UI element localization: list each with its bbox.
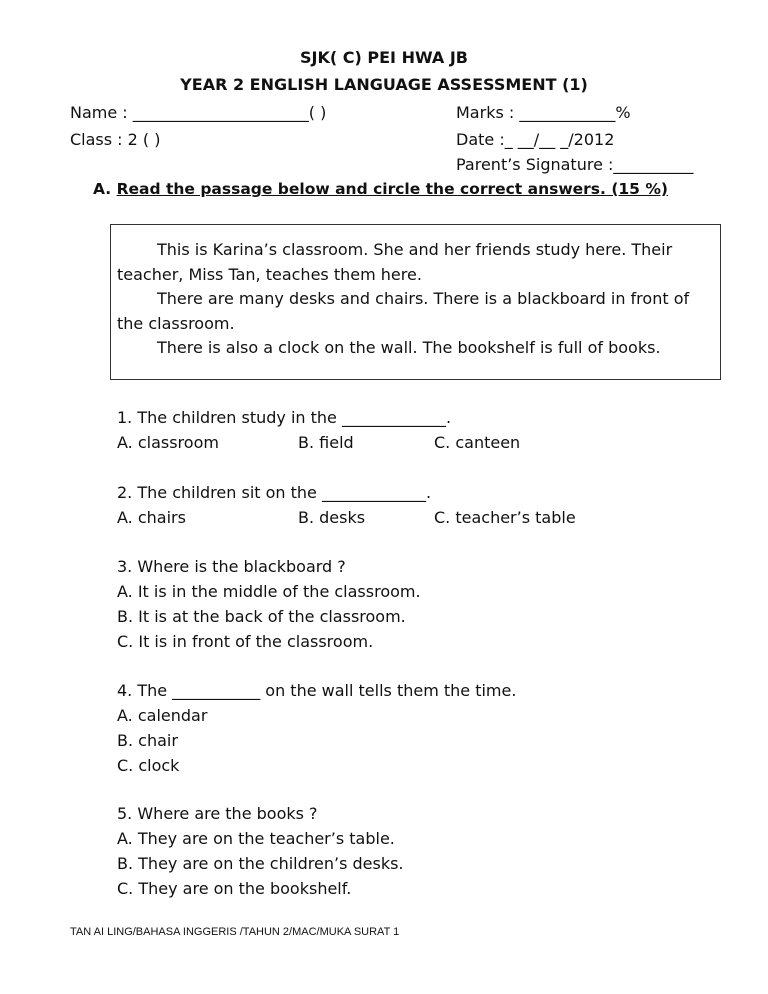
q4-option-b[interactable]: B. chair	[117, 731, 178, 750]
q3-option-c[interactable]: C. It is in front of the classroom.	[117, 632, 374, 651]
q1-option-c[interactable]: C. canteen	[434, 433, 521, 452]
section-a-heading	[93, 180, 668, 198]
question-3: 3. Where is the blackboard ?	[117, 557, 346, 576]
page-footer: TAN AI LING/BAHASA INGGERIS /TAHUN 2/MAC/MUKA SURAT 1	[70, 926, 400, 938]
q3-option-b[interactable]: B. It is at the back of the classroom.	[117, 607, 406, 626]
date-field: Date :_ __/__ _/2012	[456, 130, 615, 149]
question-5: 5. Where are the books ?	[117, 804, 318, 823]
q1-option-a[interactable]: A. classroom	[117, 433, 219, 452]
q2-option-c[interactable]: C. teacher’s table	[434, 508, 576, 527]
question-1: 1. The children study in the _____________.	[117, 408, 452, 427]
passage-line: There is also a clock on the wall. The bookshelf is full of books.	[157, 338, 661, 357]
q5-option-a[interactable]: A. They are on the teacher’s table.	[117, 829, 395, 848]
question-2: 2. The children sit on the _____________.	[117, 483, 432, 502]
q4-option-c[interactable]: C. clock	[117, 756, 180, 775]
assessment-title: YEAR 2 ENGLISH LANGUAGE ASSESSMENT (1)	[180, 75, 588, 94]
section-a-letter: A.	[93, 180, 112, 198]
q5-option-c[interactable]: C. They are on the bookshelf.	[117, 879, 352, 898]
question-4: 4. The ___________ on the wall tells them the time.	[117, 681, 517, 700]
q2-option-b[interactable]: B. desks	[298, 508, 366, 527]
passage-line: teacher, Miss Tan, teaches them here.	[117, 264, 422, 284]
q5-option-b[interactable]: B. They are on the children’s desks.	[117, 854, 404, 873]
reading-passage-box	[110, 224, 721, 380]
passage-line: There are many desks and chairs. There is a blackboard in front of	[157, 289, 690, 308]
q3-option-a[interactable]: A. It is in the middle of the classroom.	[117, 582, 421, 601]
passage-line: This is Karina’s classroom. She and her friends study here. Their	[157, 240, 673, 259]
parent-signature-field: Parent’s Signature :__________	[456, 155, 694, 174]
passage-line: the classroom.	[117, 313, 235, 333]
q2-option-a[interactable]: A. chairs	[117, 508, 186, 527]
class-field: Class : 2 ( )	[70, 130, 161, 149]
marks-field: Marks : ____________%	[456, 103, 631, 122]
name-field: Name : ______________________( )	[70, 103, 327, 122]
q4-option-a[interactable]: A. calendar	[117, 706, 208, 725]
q1-option-b[interactable]: B. field	[298, 433, 354, 452]
section-a-instruction: Read the passage below and circle the correct answers. (15 %)	[116, 180, 668, 198]
school-name: SJK( C) PEI HWA JB	[300, 48, 468, 67]
